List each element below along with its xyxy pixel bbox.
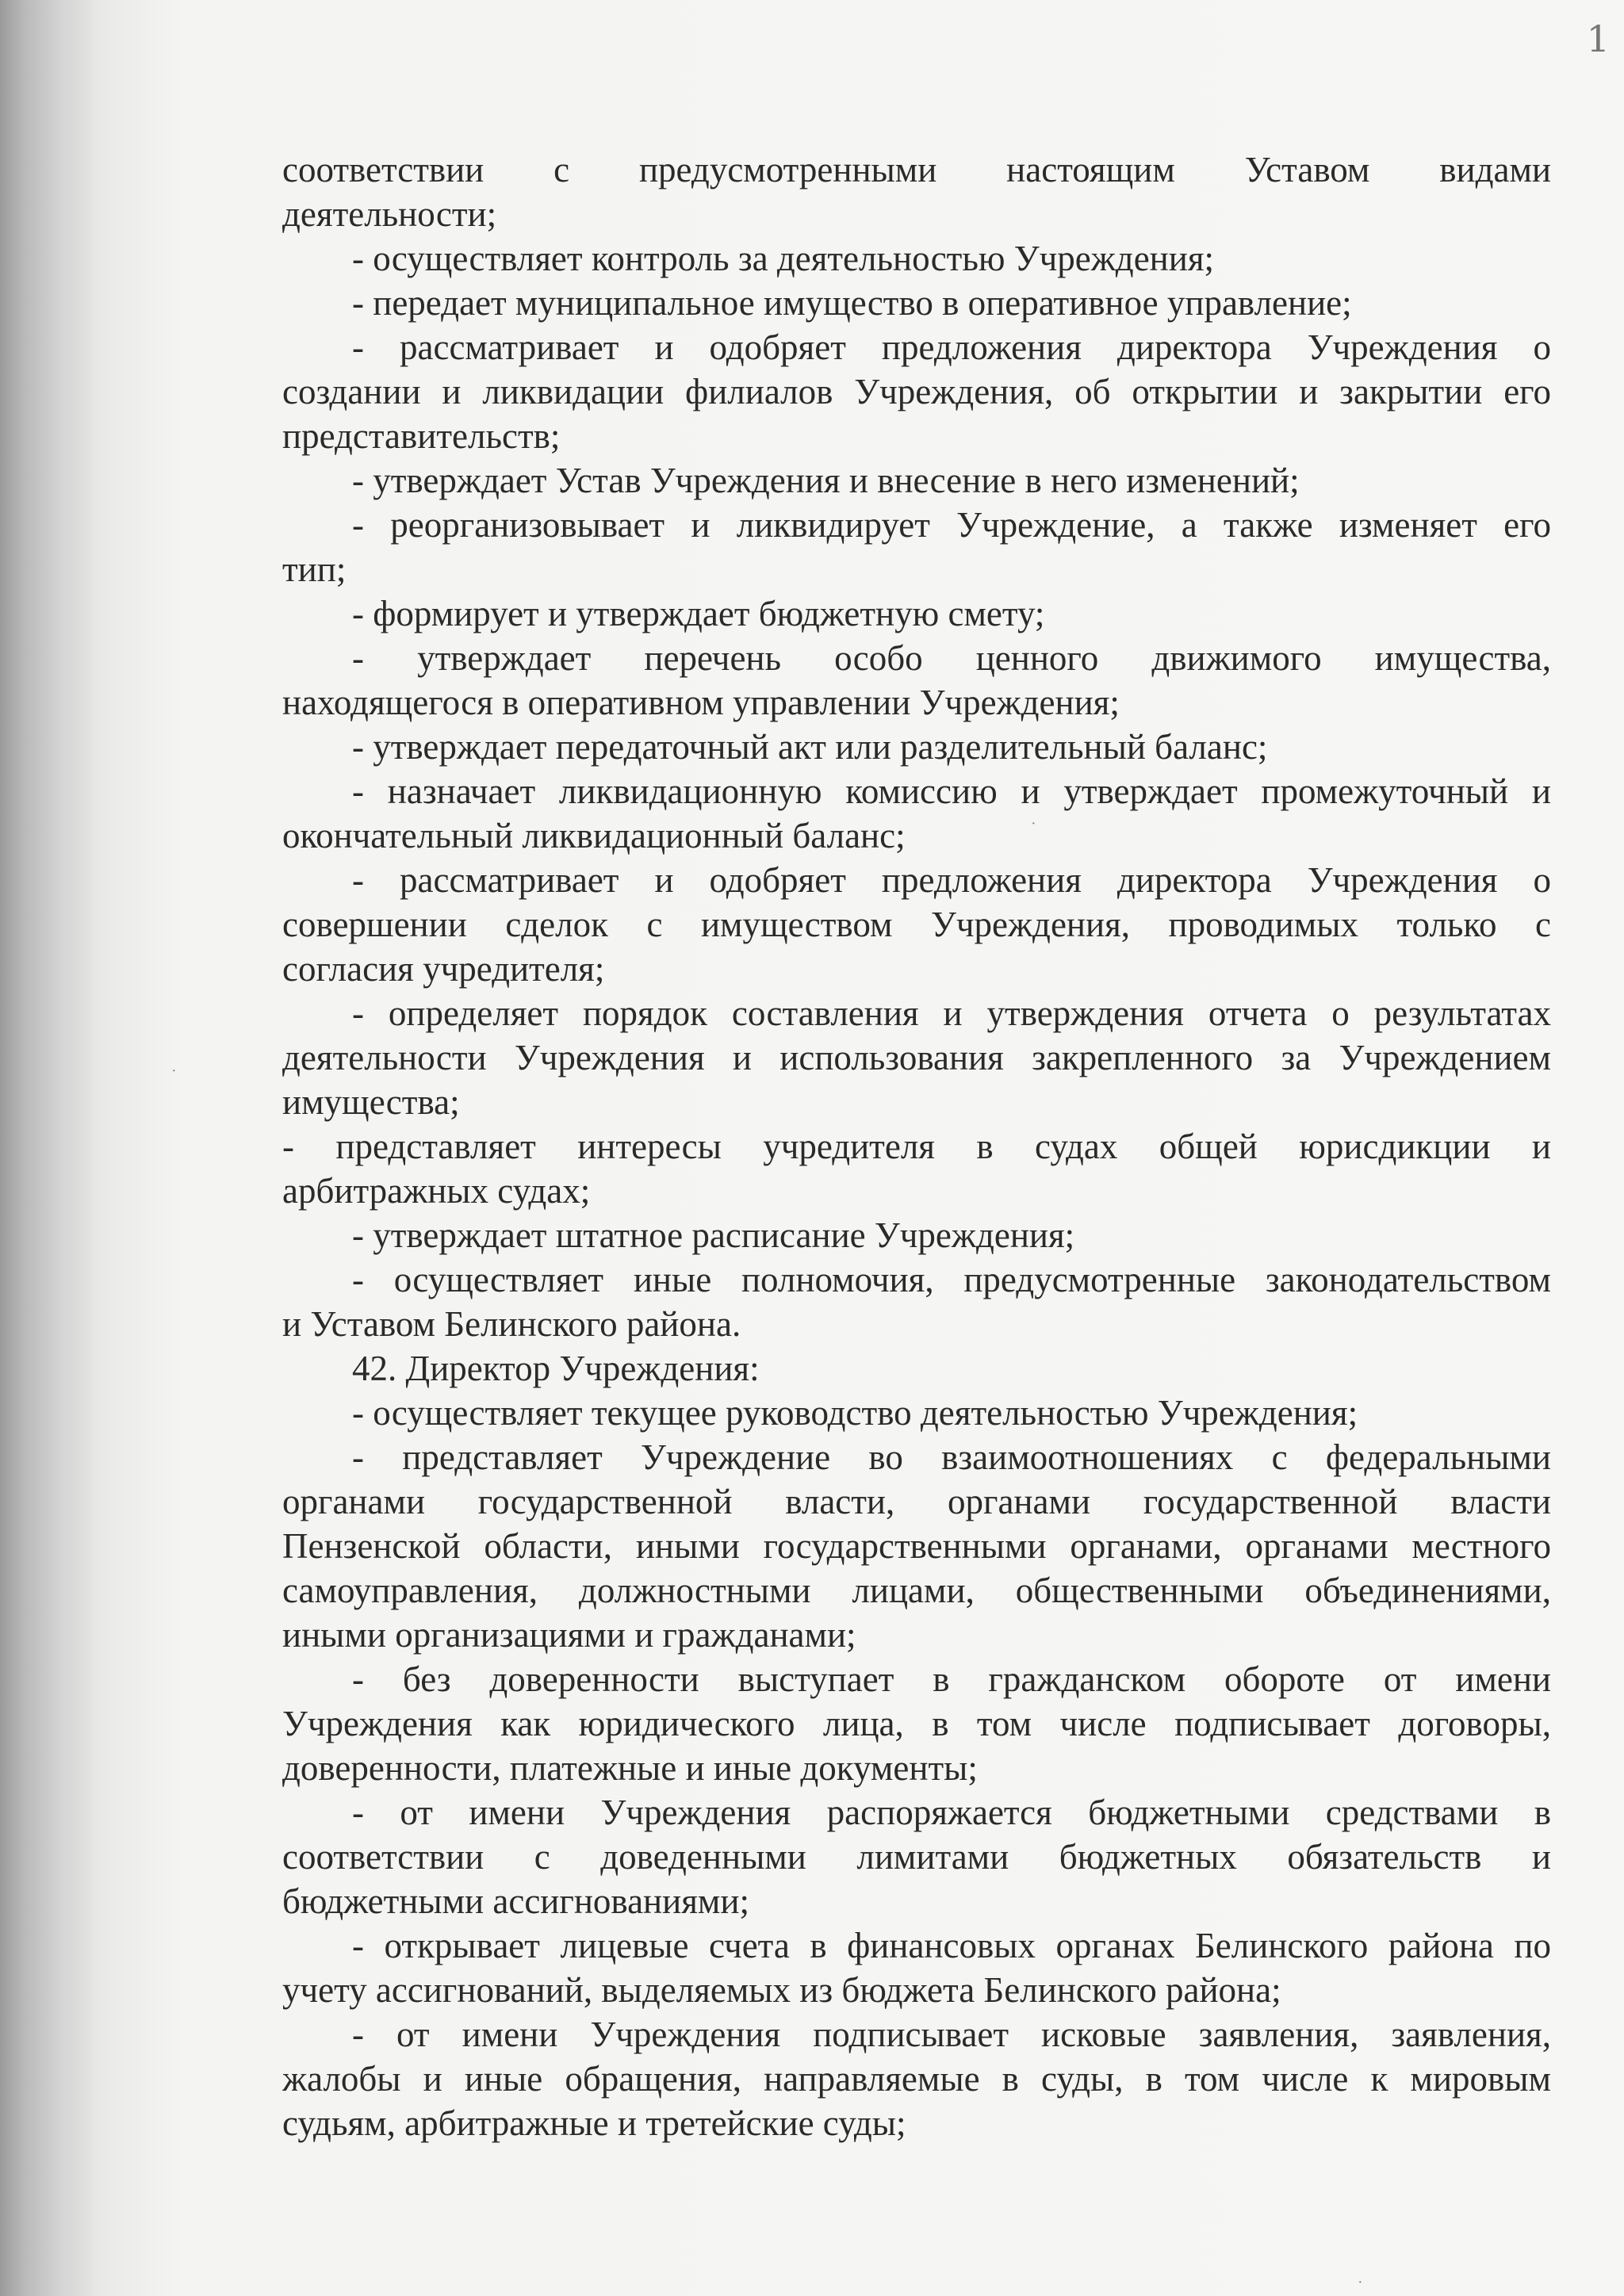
document-line: находящегося в оперативном управлении Учреждения; <box>282 683 1120 722</box>
document-line: - рассматривает и одобряет предложения директора Учреждения о <box>352 327 1551 367</box>
document-line: - осуществляет текущее руководство деятельностью Учреждения; <box>352 1393 1358 1433</box>
document-line: - представляет Учреждение во взаимоотношениях с федеральными <box>352 1437 1551 1477</box>
document-line: соответствии с доведенными лимитами бюджетных обязательств и <box>282 1837 1551 1877</box>
document-line: - определяет порядок составления и утверждения отчета о результатах <box>352 993 1551 1033</box>
scan-speck: · <box>1031 815 1036 832</box>
document-line: - утверждает Устав Учреждения и внесение в него изменений; <box>352 461 1300 500</box>
scan-speck: · <box>171 1062 177 1080</box>
document-line: и Уставом Белинского района. <box>282 1304 741 1344</box>
document-line: жалобы и иные обращения, направляемые в суды, в том числе к мировым <box>282 2059 1551 2099</box>
document-line: создании и ликвидации филиалов Учреждения, об открытии и закрытии его <box>282 372 1551 411</box>
document-line: - открывает лицевые счета в финансовых органах Белинского района по <box>352 1926 1551 1965</box>
document-line: доверенности, платежные и иные документы; <box>282 1748 978 1788</box>
document-line: деятельности Учреждения и использования закрепленного за Учреждением <box>282 1038 1551 1077</box>
document-line: иными организациями и гражданами; <box>282 1615 856 1655</box>
document-body <box>282 147 1551 2145</box>
document-line: представительств; <box>282 416 561 456</box>
document-line: - осуществляет иные полномочия, предусмотренные законодательством <box>352 1260 1551 1299</box>
document-line: - от имени Учреждения распоряжается бюджетными средствами в <box>352 1793 1551 1832</box>
document-line: совершении сделок с имуществом Учреждения, проводимых только с <box>282 905 1551 944</box>
document-line: - представляет интересы учредителя в судах общей юрисдикции и <box>282 1127 1551 1166</box>
document-line: - утверждает передаточный акт или разделительный баланс; <box>352 727 1268 767</box>
document-line: - без доверенности выступает в гражданском обороте от имени <box>352 1659 1551 1699</box>
document-line: 42. Директор Учреждения: <box>352 1349 760 1388</box>
document-line: - передает муниципальное имущество в оперативное управление; <box>352 283 1352 323</box>
document-line: - назначает ликвидационную комиссию и утверждает промежуточный и <box>352 771 1551 811</box>
document-line: арбитражных судах; <box>282 1171 591 1211</box>
document-line: Учреждения как юридического лица, в том числе подписывает договоры, <box>282 1704 1551 1743</box>
document-line: - формирует и утверждает бюджетную смету; <box>352 594 1045 633</box>
document-line: - осуществляет контроль за деятельностью Учреждения; <box>352 239 1215 278</box>
document-line: органами государственной власти, органами государственной власти <box>282 1482 1551 1521</box>
document-line: - утверждает перечень особо ценного движимого имущества, <box>352 638 1551 678</box>
binding-shadow <box>0 0 95 2296</box>
document-line: Пензенской области, иными государственными органами, органами местного <box>282 1526 1551 1566</box>
page-corner-mark: 1 <box>1586 17 1610 60</box>
document-line: - реорганизовывает и ликвидирует Учреждение, а также изменяет его <box>352 505 1551 545</box>
document-line: - утверждает штатное расписание Учреждения; <box>352 1215 1075 1255</box>
document-line: - рассматривает и одобряет предложения директора Учреждения о <box>352 860 1551 900</box>
document-line: имущества; <box>282 1082 460 1122</box>
document-line: учету ассигнований, выделяемых из бюджета Белинского района; <box>282 1970 1281 2010</box>
document-line: тип; <box>282 549 347 589</box>
document-line: деятельности; <box>282 194 497 234</box>
document-line: бюджетными ассигнованиями; <box>282 1881 749 1921</box>
document-line: согласия учредителя; <box>282 949 605 989</box>
scan-speck: · <box>1358 2274 1363 2291</box>
document-line: судьям, арбитражные и третейские суды; <box>282 2103 906 2143</box>
document-line: окончательный ликвидационный баланс; <box>282 816 906 855</box>
document-line: самоуправления, должностными лицами, общественными объединениями, <box>282 1571 1551 1610</box>
document-line: соответствии с предусмотренными настоящим Уставом видами <box>282 150 1551 189</box>
document-line: - от имени Учреждения подписывает исковые заявления, заявления, <box>352 2015 1551 2054</box>
